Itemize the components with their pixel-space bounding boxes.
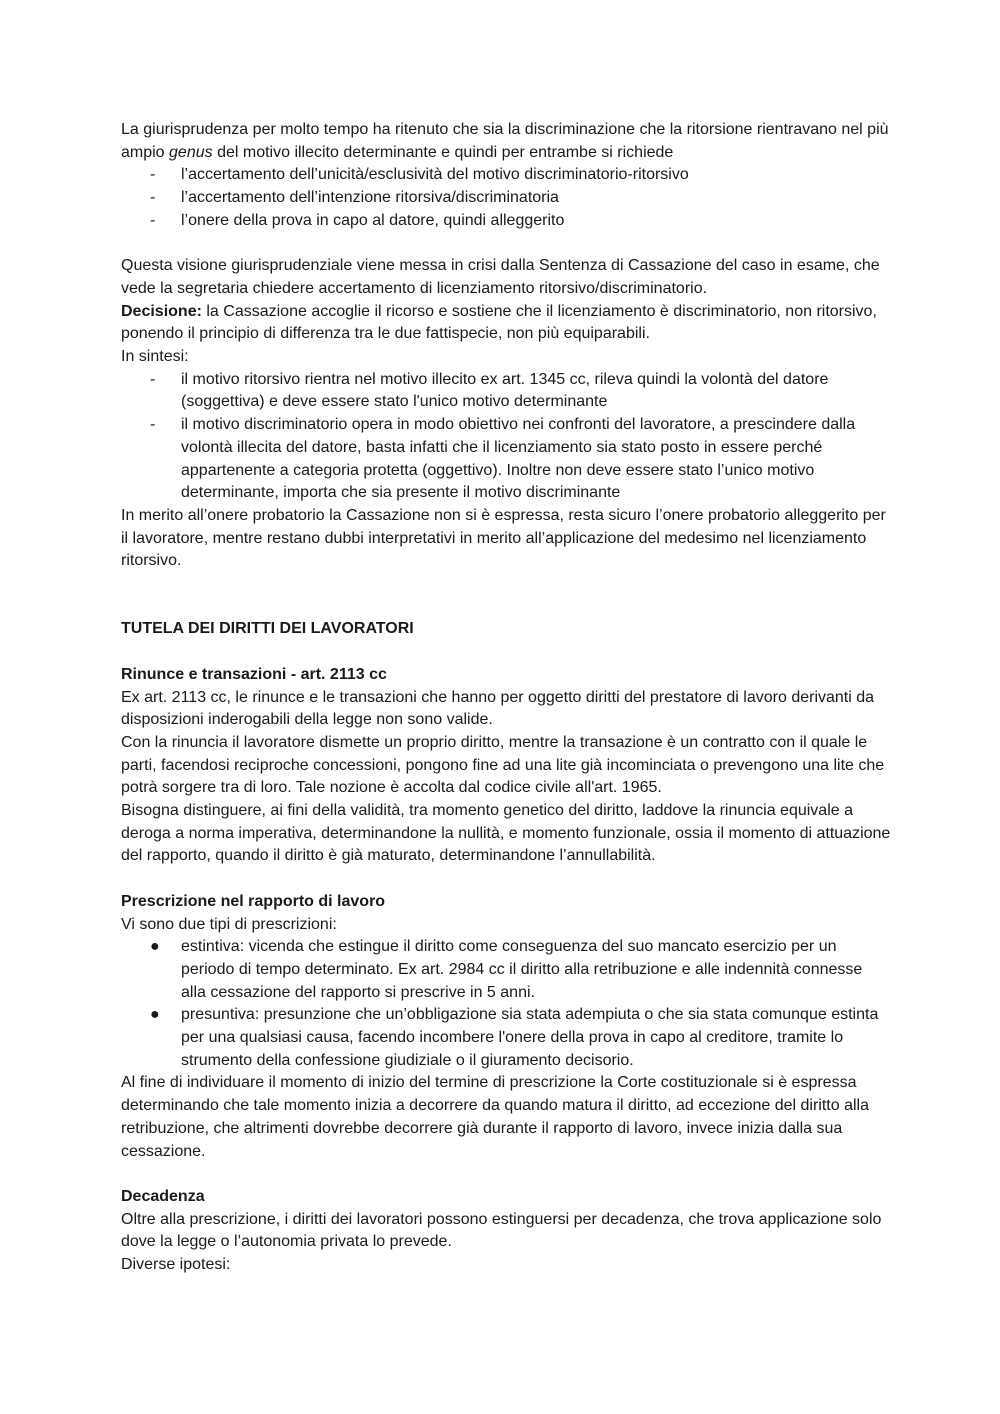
heading-decadenza: Decadenza xyxy=(121,1187,205,1205)
dash-bullet: - xyxy=(150,189,156,207)
onere-paragraph: In merito all’onere probatorio la Cassazione non si è espressa, resta sicuro l’onere probatorio alleggerito per il lavoratore, mentre restano dubbi interpretativi in merito all’applicazione del medesimo nel licenziamento ritorsivo. xyxy=(121,506,886,570)
dot-bullet: ● xyxy=(150,1006,160,1024)
list-item: - il motivo discriminatorio opera in modo obiettivo nei confronti del lavoratore, a prescindere dalla volontà illecita del datore, basta infatti che il licenziamento sia stato posto in essere perché appartenente a categoria protetta (oggettivo). Inoltre non deve essere stato l’unico motivo determinante, importa che sia presente il motivo discriminante xyxy=(150,416,856,502)
dash-bullet: - xyxy=(150,416,156,434)
rinunce-paragraph-3: Bisogna distinguere, ai fini della validità, tra momento genetico del diritto, laddove la rinuncia equivale a deroga a norma imperativa, determinandone la nullità, e momento funzionale, ossia il momento di attuazione del rapporto, quando il diritto è già maturato, determinandone l’annullabilità. xyxy=(121,802,891,865)
rinunce-paragraph-2: Con la rinuncia il lavoratore dismette un proprio diritto, mentre la transazione è un contratto con il quale le parti, facendosi reciproche concessioni, pongono fine ad una lite già incominciata o prevengono una lite che potrà sorgere tra di loro. Tale nozione è accolta dal codice civile all'art. 1965. xyxy=(121,733,885,797)
prescrizione-list xyxy=(121,936,891,1072)
prescrizione-intro: Vi sono due tipi di prescrizioni: xyxy=(121,915,337,933)
dash-bullet: - xyxy=(150,370,156,388)
summary-label: In sintesi: xyxy=(121,348,189,366)
summary-list xyxy=(121,369,891,505)
decision-paragraph: Decisione: la Cassazione accoglie il ricorso e sostiene che il licenziamento è discriminatorio, non ritorsivo, ponendo il principio di differenza tra le due fattispecie, non più equiparabili. xyxy=(121,302,877,343)
list-item: - l’onere della prova in capo al datore, quindi alleggerito xyxy=(121,210,891,233)
intro-paragraph: La giurisprudenza per molto tempo ha ritenuto che sia la discriminazione che la ritorsione rientravano nel più ampio genus del motivo illecito determinante e quindi per entrambe si richiede xyxy=(121,121,889,161)
prescrizione-paragraph: Al fine di individuare il momento di inizio del termine di prescrizione la Corte costituzionale si è espressa determinando che tale momento inizia a decorrere da quando matura il diritto, ad eccezione del diritto alla retribuzione, che altrimenti dovrebbe decorrere già durante il rapporto di lavoro, invece inizia dalla sua cessazione. xyxy=(121,1074,869,1160)
dash-bullet: - xyxy=(150,166,156,184)
document-page xyxy=(121,119,891,1277)
list-item: ● estintiva: vicenda che estingue il diritto come conseguenza del suo mancato esercizio per un periodo di tempo determinato. Ex art. 2984 cc il diritto alla retribuzione e alle indennità connesse alla cessazione del rapporto si prescrive in 5 anni. xyxy=(150,938,863,1001)
case-paragraph: Questa visione giurisprudenziale viene messa in crisi dalla Sentenza di Cassazione del caso in esame, che vede la segretaria chiedere accertamento di licenziamento ritorsivo/discriminatorio. xyxy=(121,257,880,297)
intro-list xyxy=(121,164,891,232)
genus-term: genus xyxy=(169,143,213,161)
section-title: TUTELA DEI DIRITTI DEI LAVORATORI xyxy=(121,620,414,638)
heading-prescrizione: Prescrizione nel rapporto di lavoro xyxy=(121,892,386,910)
decadenza-ipotesi: Diverse ipotesi: xyxy=(121,1256,231,1274)
list-item: ● presuntiva: presunzione che un’obbligazione sia stata adempiuta o che sia stata comunque estinta per una qualsiasi causa, facendo incombere l'onere della prova in capo al creditore, tramite lo strumento della confessione giudiziale o il giuramento decisorio. xyxy=(150,1006,879,1069)
list-item: - l’accertamento dell’unicità/esclusività del motivo discriminatorio-ritorsivo xyxy=(121,164,891,187)
decadenza-paragraph: Oltre alla prescrizione, i diritti dei lavoratori possono estinguersi per decadenza, che trova applicazione solo dove la legge o l’autonomia privata lo prevede. xyxy=(121,1210,882,1251)
decision-label: Decisione: xyxy=(121,302,202,320)
list-item: - l’accertamento dell’intenzione ritorsiva/discriminatoria xyxy=(121,187,891,210)
dash-bullet: - xyxy=(150,211,156,229)
heading-rinunce: Rinunce e transazioni - art. 2113 cc xyxy=(121,665,387,683)
list-item: - il motivo ritorsivo rientra nel motivo illecito ex art. 1345 cc, rileva quindi la volontà del datore (soggettiva) e deve essere stato l'unico motivo determinante xyxy=(150,370,829,411)
dot-bullet: ● xyxy=(150,938,160,956)
rinunce-paragraph-1: Ex art. 2113 cc, le rinunce e le transazioni che hanno per oggetto diritti del prestatore di lavoro derivanti da disposizioni inderogabili della legge non sono valide. xyxy=(121,688,875,729)
